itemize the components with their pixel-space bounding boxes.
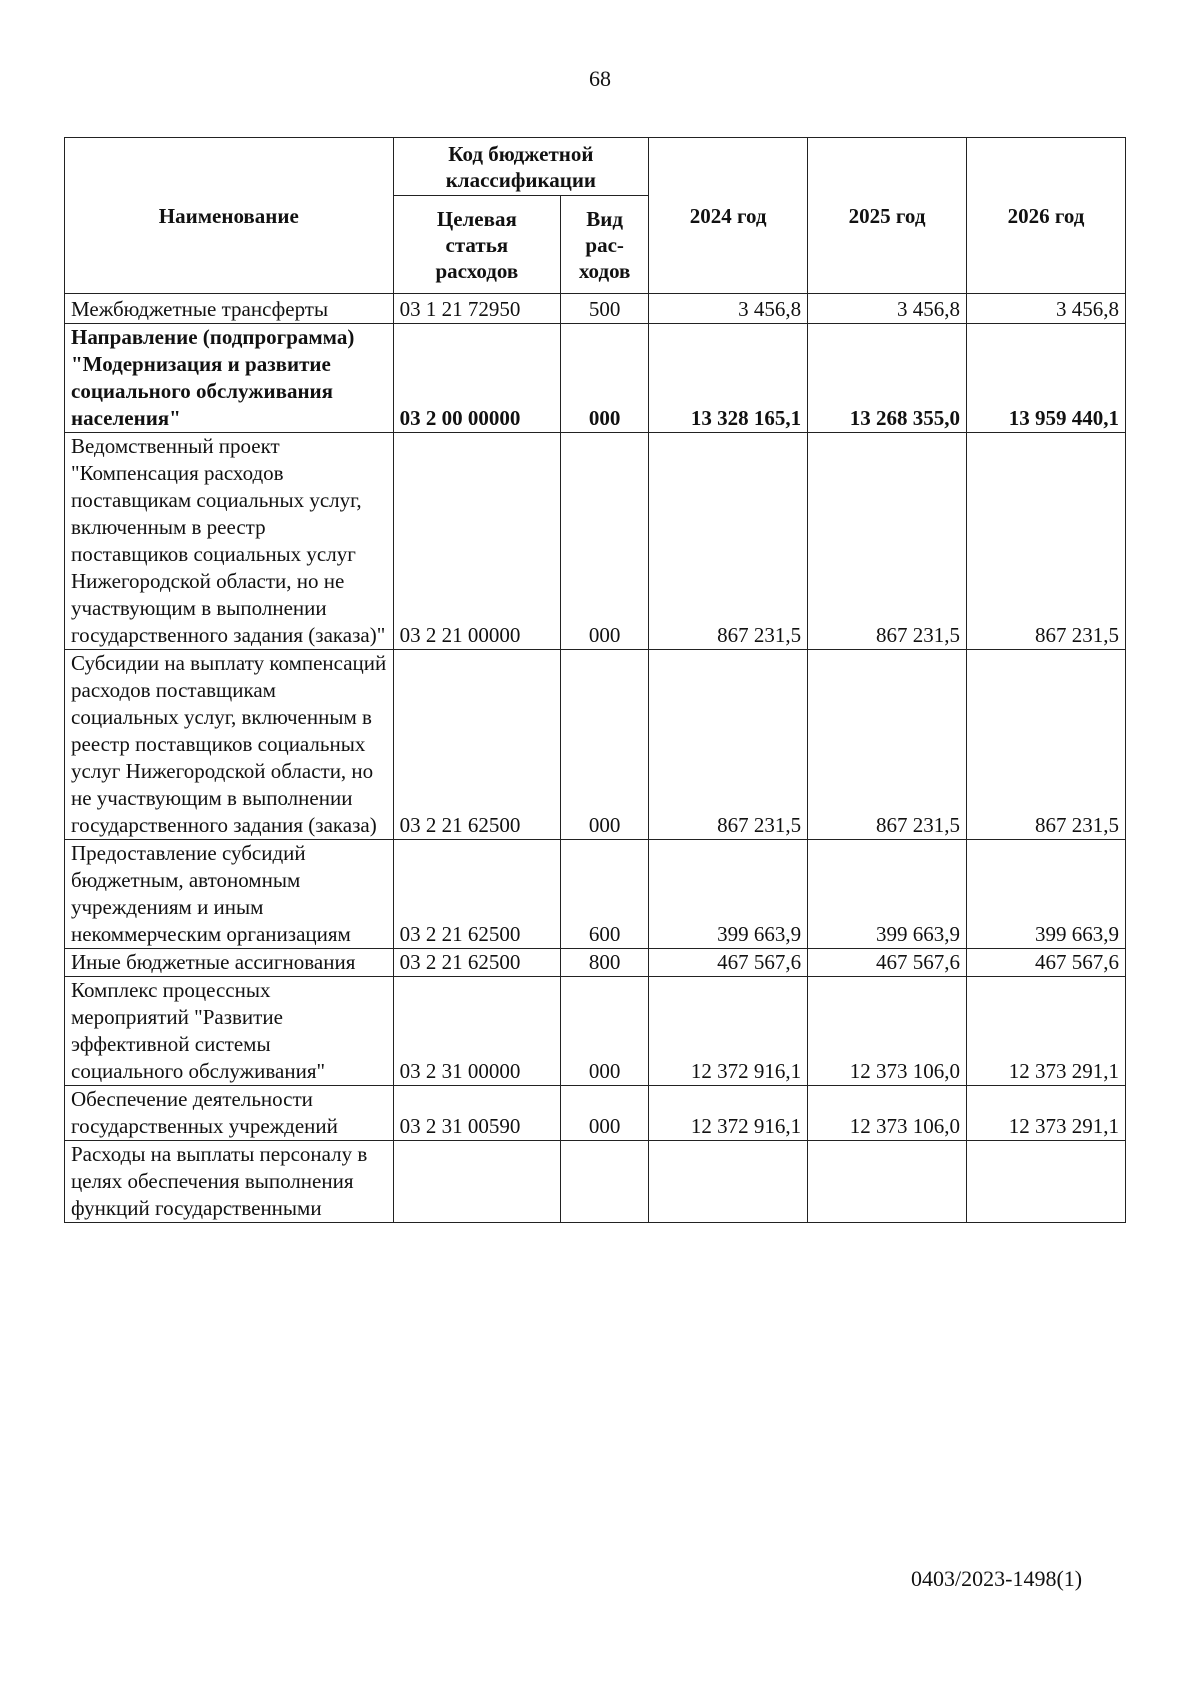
row-code: 03 2 21 00000 (393, 433, 561, 650)
table-row (65, 1086, 1126, 1141)
row-2024: 3 456,8 (649, 294, 808, 324)
row-2026: 12 373 291,1 (967, 1086, 1126, 1141)
row-vid (561, 1141, 649, 1223)
row-2024: 867 231,5 (649, 650, 808, 840)
header-code-group: Код бюджетной классификации (393, 138, 649, 196)
row-2026: 3 456,8 (967, 294, 1126, 324)
table-row (65, 324, 1126, 433)
row-name: Ведомственный проект "Компенсация расходов поставщикам социальных услуг, включенным в реестр поставщиков социальных услуг Нижегородской области, но не участвующим в выполнении государственного задания (заказа)" (65, 433, 394, 650)
row-vid: 800 (561, 949, 649, 977)
row-vid: 000 (561, 1086, 649, 1141)
row-name: Расходы на выплаты персоналу в целях обеспечения выполнения функций государственными (65, 1141, 394, 1223)
row-name: Комплекс процессных мероприятий "Развитие эффективной системы социального обслуживания" (65, 977, 394, 1086)
row-2026 (967, 1141, 1126, 1223)
table-row (65, 840, 1126, 949)
header-expense-type: Вид рас-ходов (561, 196, 649, 294)
row-code: 03 2 21 62500 (393, 650, 561, 840)
row-2025: 12 373 106,0 (808, 1086, 967, 1141)
row-vid: 000 (561, 650, 649, 840)
row-code: 03 2 21 62500 (393, 949, 561, 977)
row-name: Обеспечение деятельности государственных учреждений (65, 1086, 394, 1141)
row-name: Межбюджетные трансферты (65, 294, 394, 324)
table-row (65, 1141, 1126, 1223)
row-2025: 13 268 355,0 (808, 324, 967, 433)
header-year-2024: 2024 год (649, 138, 808, 294)
page-number: 68 (589, 66, 611, 91)
header-year-2026: 2026 год (967, 138, 1126, 294)
row-2025: 12 373 106,0 (808, 977, 967, 1086)
row-vid: 000 (561, 433, 649, 650)
row-vid: 600 (561, 840, 649, 949)
row-2024 (649, 1141, 808, 1223)
row-2026: 12 373 291,1 (967, 977, 1126, 1086)
row-code: 03 2 31 00000 (393, 977, 561, 1086)
row-2025 (808, 1141, 967, 1223)
row-code: 03 2 31 00590 (393, 1086, 561, 1141)
row-2026: 867 231,5 (967, 650, 1126, 840)
row-2026: 13 959 440,1 (967, 324, 1126, 433)
row-2024: 13 328 165,1 (649, 324, 808, 433)
row-2025: 3 456,8 (808, 294, 967, 324)
table-row (65, 650, 1126, 840)
row-2025: 467 567,6 (808, 949, 967, 977)
header-name: Наименование (65, 138, 394, 294)
row-2024: 399 663,9 (649, 840, 808, 949)
row-code: 03 2 21 62500 (393, 840, 561, 949)
row-2026: 467 567,6 (967, 949, 1126, 977)
row-name: Предоставление субсидий бюджетным, автономным учреждениям и иным некоммерческим организациям (65, 840, 394, 949)
row-vid: 500 (561, 294, 649, 324)
table-row (65, 294, 1126, 324)
row-name: Направление (подпрограмма) "Модернизация и развитие социального обслуживания населения" (65, 324, 394, 433)
table-row (65, 949, 1126, 977)
row-2024: 867 231,5 (649, 433, 808, 650)
table-row (65, 433, 1126, 650)
header-year-2025: 2025 год (808, 138, 967, 294)
row-name: Субсидии на выплату компенсаций расходов поставщикам социальных услуг, включенным в реестр поставщиков социальных услуг Нижегородской области, но не участвующим в выполнении государственного задания (заказа) (65, 650, 394, 840)
row-code: 03 2 00 00000 (393, 324, 561, 433)
row-vid: 000 (561, 977, 649, 1086)
row-2025: 867 231,5 (808, 650, 967, 840)
row-2026: 867 231,5 (967, 433, 1126, 650)
budget-table (64, 137, 1126, 1223)
row-2025: 399 663,9 (808, 840, 967, 949)
row-code: 03 1 21 72950 (393, 294, 561, 324)
row-2024: 12 372 916,1 (649, 1086, 808, 1141)
row-code (393, 1141, 561, 1223)
header-target-article: Целевая статья расходов (393, 196, 561, 294)
document-registration-code: 0403/2023-1498(1) (911, 1566, 1083, 1591)
row-2024: 12 372 916,1 (649, 977, 808, 1086)
row-name: Иные бюджетные ассигнования (65, 949, 394, 977)
row-2026: 399 663,9 (967, 840, 1126, 949)
row-2025: 867 231,5 (808, 433, 967, 650)
table-row (65, 977, 1126, 1086)
row-2024: 467 567,6 (649, 949, 808, 977)
row-vid: 000 (561, 324, 649, 433)
